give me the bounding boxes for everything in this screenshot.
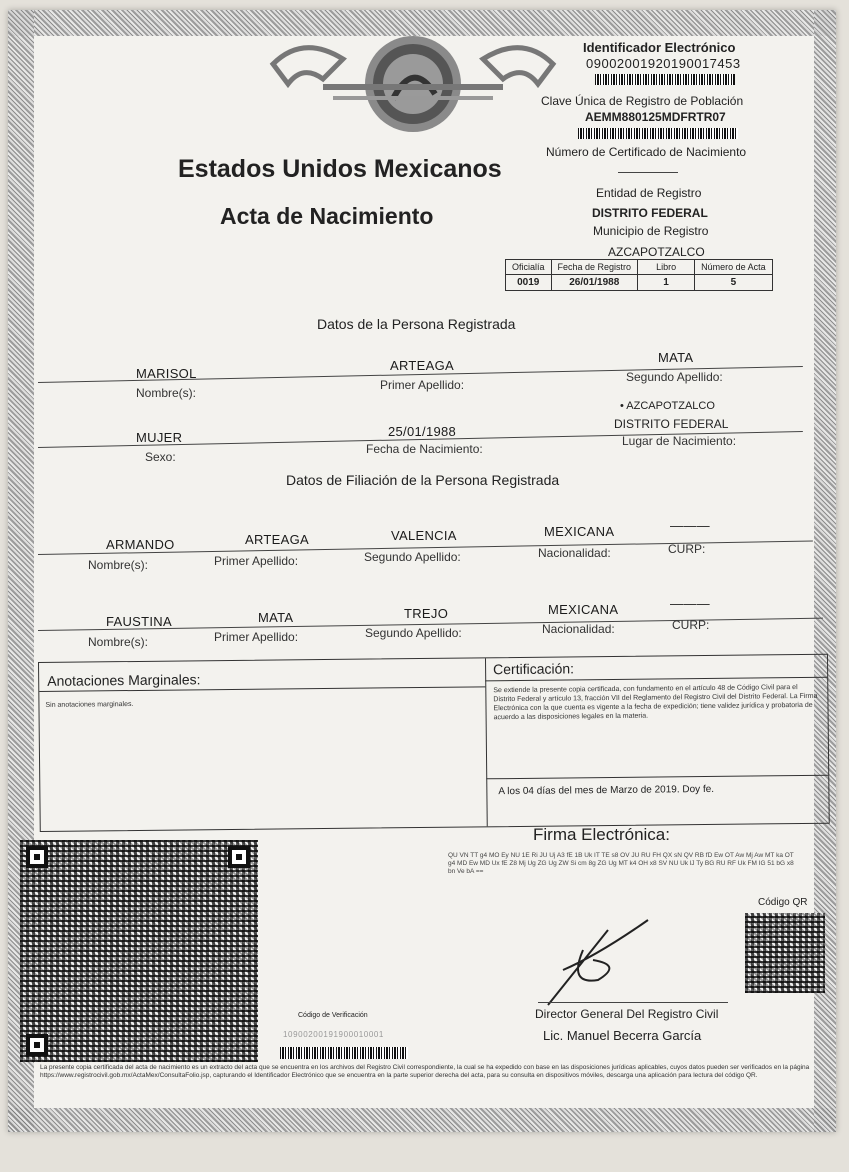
parent1-curp: ——— bbox=[670, 518, 710, 533]
curp-label: Clave Única de Registro de Población bbox=[541, 94, 744, 108]
birth-place-line2: DISTRITO FEDERAL bbox=[614, 417, 729, 431]
parent2-name-label: Nombre(s): bbox=[88, 635, 149, 649]
country-title: Estados Unidos Mexicanos bbox=[178, 155, 502, 183]
person-name-label: Nombre(s): bbox=[136, 386, 197, 400]
qr-finder bbox=[26, 846, 48, 868]
certificate-number-blank bbox=[618, 172, 678, 173]
official-title: Director General Del Registro Civil bbox=[535, 1007, 719, 1021]
certification-title: Certificación: bbox=[493, 660, 575, 678]
certification-date: A los 04 días del mes de Marzo de 2019. Doy fe. bbox=[498, 783, 715, 798]
parent2-name: FAUSTINA bbox=[106, 614, 172, 629]
parent2-curp-label: CURP: bbox=[672, 618, 710, 632]
parent1-second-surname: VALENCIA bbox=[391, 528, 457, 543]
signature-hash: QU VN TT g4 MO Ey NU 1E Ri JU Uj A3 fE 1B Uk IT TE s8 OV JU RU FH QX sN QV RB fD Ew OT Aw Mj Aw MT ka OT g4 MD Ew MD Ux fE Z8 Mj Ug ZG Ug ZW Si cm 8g ZG Ug MT k4 OH x8 SV NU Uk lJ Ty BG RU RF Uk FM IG 51 bG x8 bn Ve bA == bbox=[448, 852, 794, 875]
registry-municipality-label: Municipio de Registro bbox=[593, 224, 709, 238]
registry-table bbox=[505, 259, 773, 291]
person-first-surname-label: Primer Apellido: bbox=[380, 378, 465, 392]
registry-entity-value: DISTRITO FEDERAL bbox=[592, 206, 708, 220]
parent1-first-surname-label: Primer Apellido: bbox=[214, 554, 299, 568]
person-sex-label: Sexo: bbox=[145, 450, 176, 464]
verification-code: 10900200191900010001 bbox=[283, 1030, 384, 1039]
annotations-title: Anotaciones Marginales: bbox=[47, 671, 201, 689]
certification-header-line bbox=[485, 677, 827, 682]
person-first-name: MARISOL bbox=[136, 366, 197, 381]
qr-finder bbox=[26, 1034, 48, 1056]
table-header: Oficialía bbox=[506, 260, 552, 275]
parent1-curp-label: CURP: bbox=[668, 542, 706, 556]
qr-code-label: Código QR bbox=[758, 897, 808, 908]
parent1-name-label: Nombre(s): bbox=[88, 558, 149, 572]
filiation-section-title: Datos de Filiación de la Persona Registrada bbox=[286, 472, 560, 488]
electronic-id-value: 09002001920190017453 bbox=[586, 56, 741, 71]
electronic-id-barcode bbox=[595, 74, 735, 85]
person-section-title: Datos de la Persona Registrada bbox=[317, 316, 516, 332]
table-cell: 1 bbox=[638, 275, 695, 291]
annotations-text: Sin anotaciones marginales. bbox=[45, 701, 134, 709]
person-second-surname: MATA bbox=[658, 350, 694, 365]
table-cell: 5 bbox=[695, 275, 773, 291]
box-divider bbox=[485, 658, 488, 826]
certification-text: Se extiende la presente copia certificada, con fundamento en el artículo 48 de Código Civil para el Distrito Federal y artículo 13, fracción VII del Reglamento del Registro Civil del Distrito Federal. La Firma Electrónica con la que cuenta es vigente a la fecha de expedición; tiene validez jurídica y probatoria de acuerdo a las disposiciones legales en la materia. bbox=[493, 684, 818, 722]
certification-date-line bbox=[486, 775, 828, 780]
parent1-name: ARMANDO bbox=[106, 537, 175, 552]
signature-line bbox=[538, 1002, 728, 1003]
certificate-number-label: Número de Certificado de Nacimiento bbox=[546, 145, 747, 159]
parent2-nationality: MEXICANA bbox=[548, 602, 619, 617]
parent2-second-surname: TREJO bbox=[404, 606, 449, 621]
curp-barcode bbox=[578, 128, 738, 139]
parent1-nationality-label: Nacionalidad: bbox=[538, 546, 611, 560]
parent2-curp: ——— bbox=[670, 596, 710, 611]
verification-label: Código de Verificación bbox=[298, 1012, 368, 1019]
registry-municipality-value: AZCAPOTZALCO bbox=[608, 245, 705, 259]
person-birth-date: 25/01/1988 bbox=[388, 424, 457, 439]
footer-legal-text: La presente copia certificada del acta de nacimiento es un extracto del acta que se encuentra en los archivos del Registro Civil correspondiente, la cual se ha expedido con base en las disposiciones jurídicas aplicables, cuyos datos pueden ser verificados en la página https://www.registrocivil.gob.mx/ActaMex/ConsultaFolio.jsp, capturando el Identificador Electrónico que se encuentra en la parte superior derecha del acta, para su consulta en dispositivos móviles, descarga una aplicación para lectura del código QR. bbox=[40, 1064, 810, 1079]
person-birth-date-label: Fecha de Nacimiento: bbox=[366, 442, 483, 456]
handwritten-signature bbox=[538, 910, 658, 1010]
parent2-second-surname-label: Segundo Apellido: bbox=[365, 626, 462, 640]
birth-certificate-sheet bbox=[8, 10, 836, 1132]
curp-value: AEMM880125MDFRTR07 bbox=[585, 110, 726, 124]
registry-entity-label: Entidad de Registro bbox=[596, 186, 702, 200]
small-qr-code bbox=[745, 913, 825, 993]
birth-place-line1: • AZCAPOTZALCO bbox=[620, 400, 715, 412]
parent2-first-surname: MATA bbox=[258, 610, 294, 625]
annotations-certification-box bbox=[38, 654, 830, 832]
electronic-id-label: Identificador Electrónico bbox=[583, 40, 736, 55]
table-cell: 0019 bbox=[506, 275, 552, 291]
parent2-nationality-label: Nacionalidad: bbox=[542, 622, 615, 636]
parent2-first-surname-label: Primer Apellido: bbox=[214, 630, 299, 644]
parent1-nationality: MEXICANA bbox=[544, 524, 615, 539]
border-bottom bbox=[8, 1108, 836, 1132]
signature-title: Firma Electrónica: bbox=[533, 825, 670, 844]
person-second-surname-label: Segundo Apellido: bbox=[626, 370, 723, 384]
verification-barcode bbox=[280, 1047, 408, 1059]
document-title: Acta de Nacimiento bbox=[220, 203, 434, 229]
parent1-first-surname: ARTEAGA bbox=[245, 532, 309, 547]
person-birth-place-label: Lugar de Nacimiento: bbox=[622, 434, 737, 448]
person-sex: MUJER bbox=[136, 430, 183, 445]
table-header: Número de Acta bbox=[695, 260, 773, 275]
table-header: Fecha de Registro bbox=[551, 260, 638, 275]
parent1-second-surname-label: Segundo Apellido: bbox=[364, 550, 461, 564]
official-name: Lic. Manuel Becerra García bbox=[543, 1028, 702, 1043]
qr-finder bbox=[228, 846, 250, 868]
large-qr-code bbox=[20, 840, 258, 1062]
person-first-surname: ARTEAGA bbox=[390, 358, 454, 373]
coat-of-arms-emblem bbox=[263, 24, 563, 134]
table-header: Libro bbox=[638, 260, 695, 275]
table-cell: 26/01/1988 bbox=[551, 275, 638, 291]
